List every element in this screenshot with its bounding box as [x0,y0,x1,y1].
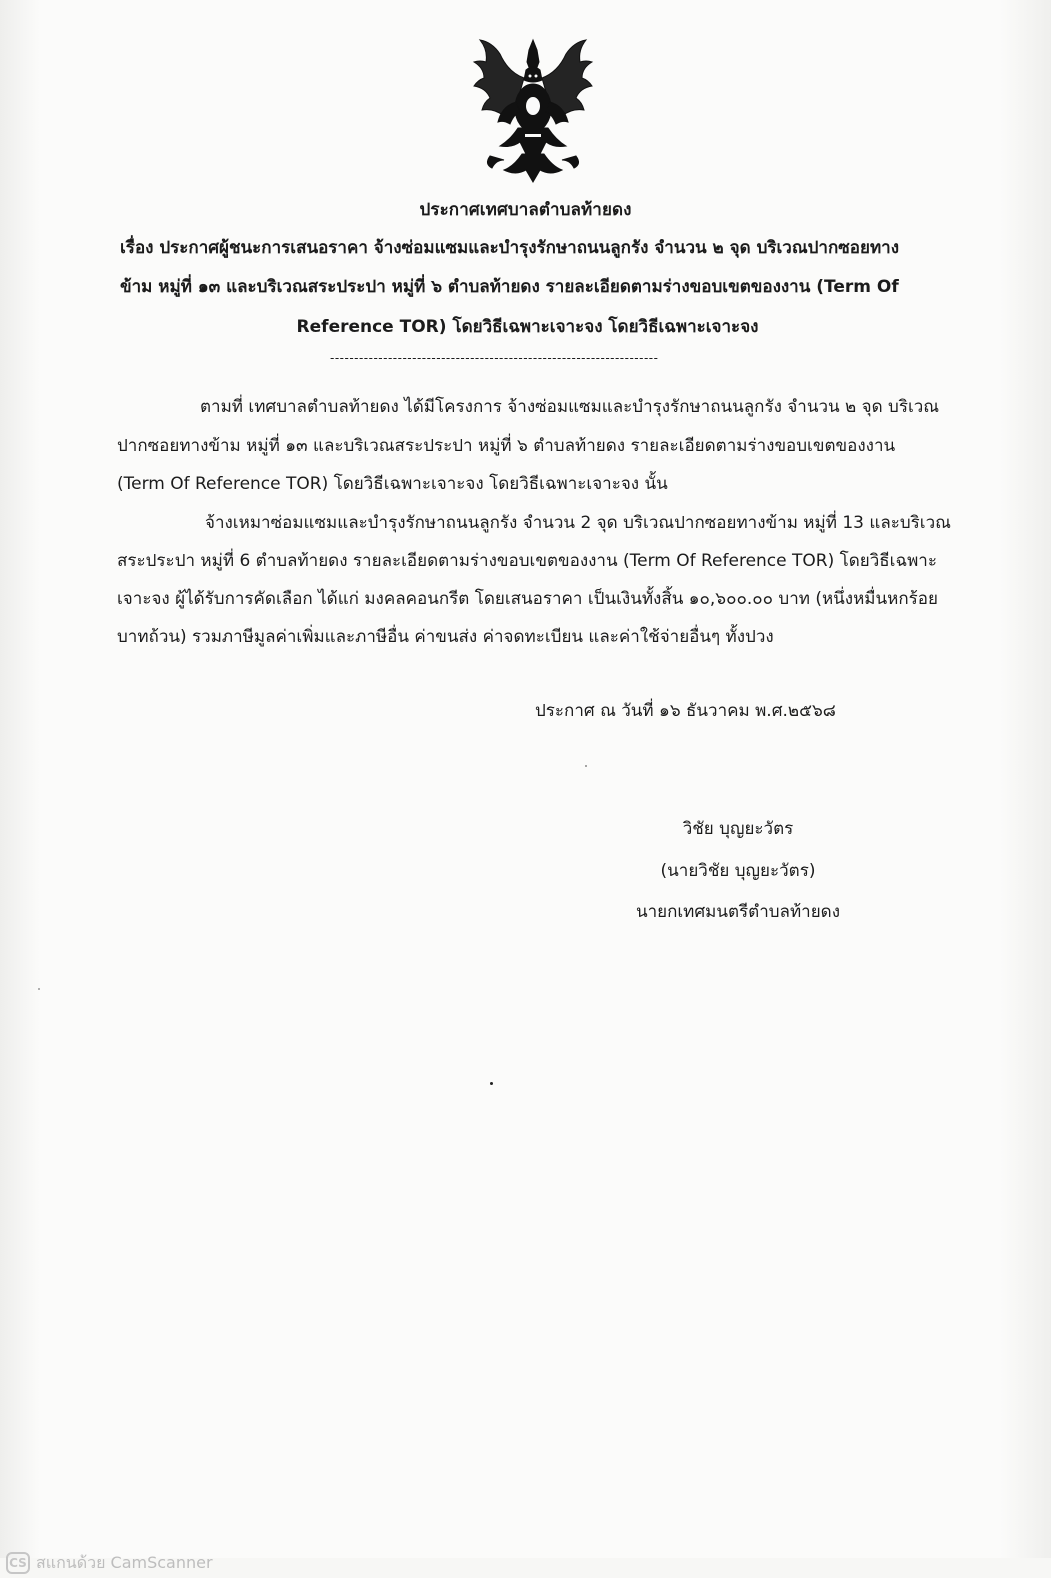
signatory-full-name: (นายวิชัย บุญยะวัตร) [660,861,816,881]
scan-speck [38,988,40,990]
subject-line: Reference TOR) โดยวิธีเฉพาะเจาะจง โดยวิธีเฉพาะเจาะจง [296,317,759,337]
signatory-position: นายกเทศมนตรีตำบลท้ายดง [635,902,841,922]
paragraph-line: ตามที่ เทศบาลตำบลท้ายดง ได้มีโครงการ จ้างซ่อมแซมและบำรุงรักษาถนนลูกรัง จำนวน ๒ จุด บริเวณ [200,397,940,417]
watermark-text: สแกนด้วย CamScanner [36,1552,213,1572]
separator-line: -------------------------------------------------------------------- [330,351,659,365]
scan-speck [585,765,587,767]
paragraph-line: สระประปา หมู่ที่ 6 ตำบลท้ายดง รายละเอียดตามร่างขอบเขตของงาน (Term Of Reference TOR) โดยวิธีเฉพาะ [117,551,937,571]
subject-line: เรื่อง ประกาศผู้ชนะการเสนอราคา จ้างซ่อมแซมและบำรุงรักษาถนนลูกรัง จำนวน ๒ จุด บริเวณปากซอยทาง [120,238,900,258]
paragraph-line: (Term Of Reference TOR) โดยวิธีเฉพาะเจาะจง โดยวิธีเฉพาะเจาะจง นั้น [117,474,668,494]
paragraph-line: บาทถ้วน) รวมภาษีมูลค่าเพิ่มและภาษีอื่น ค่าขนส่ง ค่าจดทะเบียน และค่าใช้จ่ายอื่นๆ ทั้งปวง [117,627,774,647]
garuda-emblem-icon [470,36,596,188]
announcement-date: ประกาศ ณ วันที่ ๑๖ ธันวาคม พ.ศ.๒๕๖๘ [535,701,836,721]
document-title: ประกาศเทศบาลตำบลท้ายดง [419,200,632,220]
scanner-watermark [6,1550,213,1578]
subject-line: ข้าม หมู่ที่ ๑๓ และบริเวณสระประปา หมู่ที่ ๖ ตำบลท้ายดง รายละเอียดตามร่างขอบเขตของงาน (Term Of [120,277,899,297]
scan-speck [490,1082,493,1085]
paragraph-line: จ้างเหมาซ่อมแซมและบำรุงรักษาถนนลูกรัง จำนวน 2 จุด บริเวณปากซอยทางข้าม หมู่ที่ 13 และบริเวณ [205,513,951,533]
paragraph-line: ปากซอยทางข้าม หมู่ที่ ๑๓ และบริเวณสระประปา หมู่ที่ ๖ ตำบลท้ายดง รายละเอียดตามร่างขอบเขตของงาน [117,436,896,456]
camscanner-icon: CS [6,1552,30,1574]
paragraph-line: เจาะจง ผู้ได้รับการคัดเลือก ได้แก่ มงคลคอนกรีต โดยเสนอราคา เป็นเงินทั้งสิ้น ๑๐,๖๐๐.๐๐ บาท (หนึ่งหมื่นหกร้อย [117,589,938,609]
signature-name: วิชัย บุญยะวัตร [682,819,794,839]
